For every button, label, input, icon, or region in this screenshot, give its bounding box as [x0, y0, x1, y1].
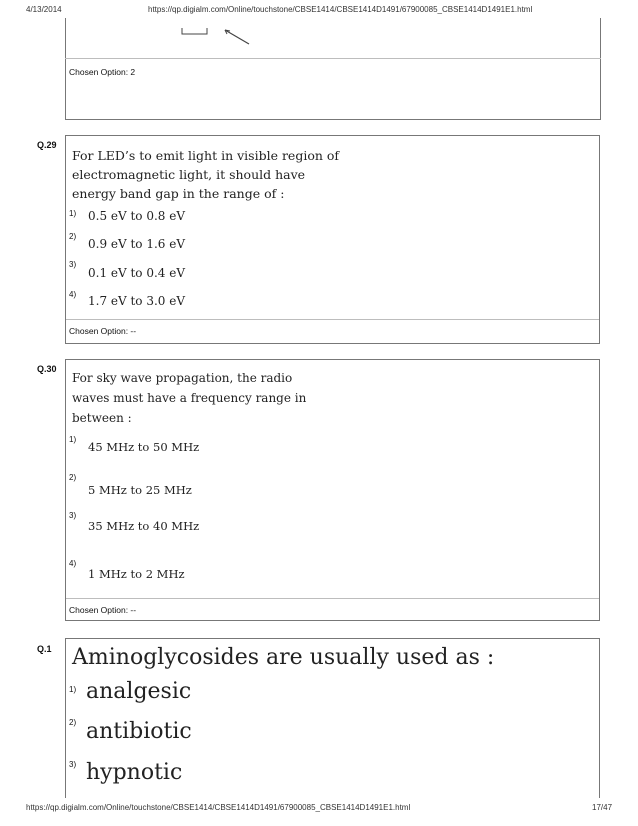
option-text: 5 MHz to 25 MHz: [88, 483, 192, 497]
option-text: 0.9 eV to 1.6 eV: [88, 237, 186, 251]
question-text: For sky wave propagation, the radio waves must have a frequency range in between :: [72, 371, 307, 425]
option-text: 1.7 eV to 3.0 eV: [88, 294, 186, 308]
question-number: Q.30: [37, 364, 57, 374]
chosen-option: Chosen Option: --: [69, 605, 137, 615]
option-text: 45 MHz to 50 MHz: [88, 440, 200, 454]
option-number: 3): [69, 511, 77, 520]
option-text: 35 MHz to 40 MHz: [88, 519, 200, 533]
chosen-option-row: [66, 319, 599, 345]
option-text: analgesic: [86, 679, 192, 704]
question-box-q30: [65, 359, 600, 621]
option-number: 1): [69, 209, 77, 218]
prev-box-bottom-border: [65, 119, 601, 120]
prev-box-left-border: [65, 18, 66, 120]
option-text: 0.5 eV to 0.8 eV: [88, 209, 186, 223]
figure-fragment: [175, 20, 255, 46]
question-text: For LED’s to emit light in visible region of electromagnetic light, it should have energy band gap in the range of :: [72, 148, 340, 201]
chosen-option-row: [66, 598, 599, 622]
option-number: 3): [69, 760, 77, 769]
option-text: hypnotic: [86, 760, 183, 785]
page-number: 17/47: [592, 803, 613, 812]
option-number: 1): [69, 435, 77, 444]
prev-box-right-border: [600, 18, 601, 120]
option-number: 2): [69, 232, 77, 241]
option-text: 0.1 eV to 0.4 eV: [88, 266, 186, 280]
option-number: 4): [69, 559, 77, 568]
question-text: Aminoglycosides are usually used as :: [72, 645, 495, 670]
option-number: 3): [69, 260, 77, 269]
question-number: Q.29: [37, 140, 57, 150]
option-number: 2): [69, 473, 77, 482]
option-number: 1): [69, 685, 77, 694]
question-number: Q.1: [37, 644, 52, 654]
option-text: 1 MHz to 2 MHz: [88, 567, 185, 581]
prev-chosen-option: Chosen Option: 2: [69, 67, 136, 77]
question-box-q1: [65, 638, 600, 798]
print-footer-url: https://qp.digialm.com/Online/touchstone/CBSE1414/CBSE1414D1491/67900085_CBSE1414D1491E1.html: [26, 803, 411, 812]
print-date: 4/13/2014: [26, 5, 62, 14]
chosen-option: Chosen Option: --: [69, 326, 137, 336]
option-number: 4): [69, 290, 77, 299]
question-box-q29: [65, 135, 600, 344]
option-text: antibiotic: [86, 719, 192, 744]
print-header-url: https://qp.digialm.com/Online/touchstone/CBSE1414/CBSE1414D1491/67900085_CBSE1414D1491E1.html: [148, 5, 533, 14]
option-number: 2): [69, 718, 77, 727]
prev-chosen-divider: [65, 58, 601, 59]
